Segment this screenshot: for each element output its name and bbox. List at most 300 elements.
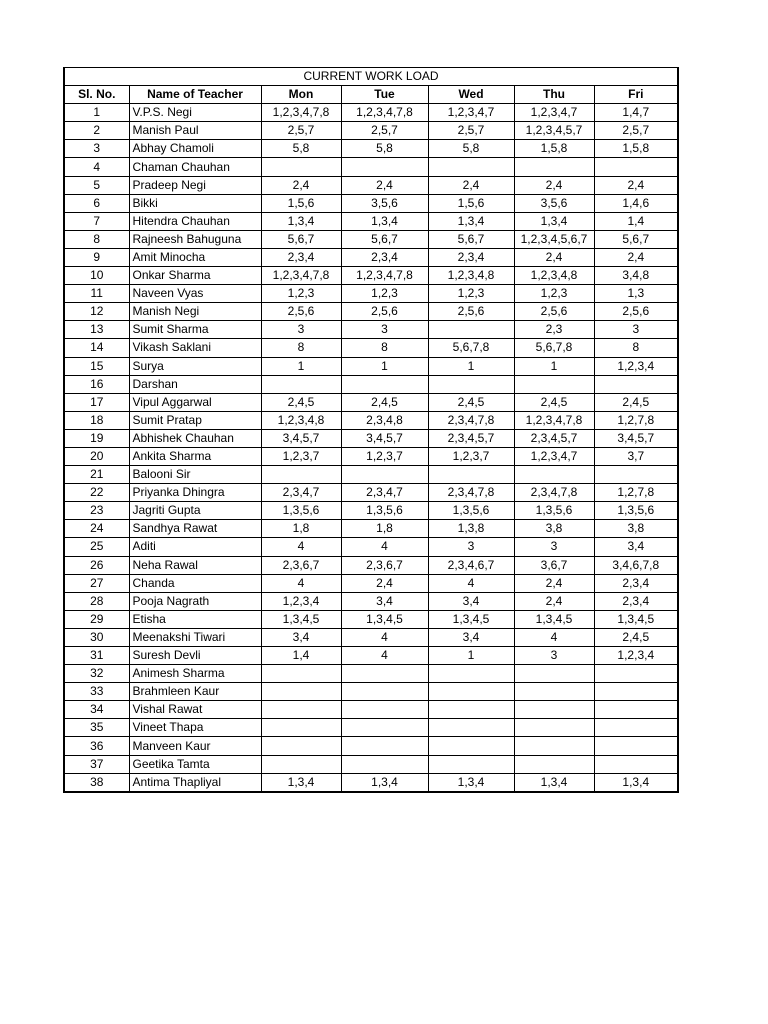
teacher-name-cell: Hitendra Chauhan bbox=[129, 212, 261, 230]
tue-cell bbox=[341, 158, 428, 176]
table-row bbox=[64, 158, 678, 176]
teacher-name-cell: Etisha bbox=[129, 610, 261, 628]
sl-no-cell: 23 bbox=[64, 502, 129, 520]
sl-no-cell: 28 bbox=[64, 592, 129, 610]
mon-cell: 3,4 bbox=[261, 628, 341, 646]
mon-cell: 1,5,6 bbox=[261, 194, 341, 212]
sl-no-cell: 7 bbox=[64, 212, 129, 230]
table-row bbox=[64, 267, 678, 285]
fri-cell: 2,3,4 bbox=[594, 592, 678, 610]
mon-cell bbox=[261, 375, 341, 393]
thu-cell: 2,3 bbox=[514, 321, 594, 339]
mon-cell: 1,3,4,5 bbox=[261, 610, 341, 628]
sl-no-cell: 12 bbox=[64, 303, 129, 321]
header-wed: Wed bbox=[428, 86, 514, 104]
sl-no-cell: 30 bbox=[64, 628, 129, 646]
fri-cell: 1,4,6 bbox=[594, 194, 678, 212]
fri-cell: 3,4,8 bbox=[594, 267, 678, 285]
wed-cell: 3,4 bbox=[428, 592, 514, 610]
wed-cell: 1,2,3 bbox=[428, 285, 514, 303]
fri-cell: 3,7 bbox=[594, 447, 678, 465]
thu-cell: 1 bbox=[514, 357, 594, 375]
tue-cell: 1,2,3,4,7,8 bbox=[341, 104, 428, 122]
mon-cell: 1,2,3,4,7,8 bbox=[261, 104, 341, 122]
sl-no-cell: 4 bbox=[64, 158, 129, 176]
thu-cell bbox=[514, 755, 594, 773]
header-tue: Tue bbox=[341, 86, 428, 104]
tue-cell: 2,4 bbox=[341, 574, 428, 592]
sl-no-cell: 29 bbox=[64, 610, 129, 628]
table-row bbox=[64, 719, 678, 737]
teacher-name-cell: Onkar Sharma bbox=[129, 267, 261, 285]
teacher-name-cell: Surya bbox=[129, 357, 261, 375]
wed-cell bbox=[428, 321, 514, 339]
fri-cell: 3,4 bbox=[594, 538, 678, 556]
wed-cell bbox=[428, 719, 514, 737]
table-row bbox=[64, 592, 678, 610]
table-row bbox=[64, 411, 678, 429]
thu-cell: 1,2,3,4,7,8 bbox=[514, 411, 594, 429]
fri-cell bbox=[594, 683, 678, 701]
thu-cell bbox=[514, 701, 594, 719]
fri-cell bbox=[594, 755, 678, 773]
fri-cell: 3,8 bbox=[594, 520, 678, 538]
table-row bbox=[64, 665, 678, 683]
mon-cell: 3,4,5,7 bbox=[261, 429, 341, 447]
wed-cell: 1,3,5,6 bbox=[428, 502, 514, 520]
teacher-name-cell: Sumit Pratap bbox=[129, 411, 261, 429]
teacher-name-cell: Chaman Chauhan bbox=[129, 158, 261, 176]
wed-cell: 1,3,4 bbox=[428, 212, 514, 230]
wed-cell: 5,8 bbox=[428, 140, 514, 158]
wed-cell: 2,3,4,7,8 bbox=[428, 411, 514, 429]
teacher-name-cell: Pradeep Negi bbox=[129, 176, 261, 194]
teacher-name-cell: Sandhya Rawat bbox=[129, 520, 261, 538]
header-row bbox=[64, 86, 678, 104]
table-row bbox=[64, 610, 678, 628]
sl-no-cell: 1 bbox=[64, 104, 129, 122]
fri-cell: 1,2,7,8 bbox=[594, 484, 678, 502]
thu-cell: 1,5,8 bbox=[514, 140, 594, 158]
teacher-name-cell: Antima Thapliyal bbox=[129, 773, 261, 792]
wed-cell bbox=[428, 665, 514, 683]
tue-cell: 1 bbox=[341, 357, 428, 375]
thu-cell: 3 bbox=[514, 647, 594, 665]
sl-no-cell: 36 bbox=[64, 737, 129, 755]
thu-cell: 1,3,4 bbox=[514, 212, 594, 230]
mon-cell: 1,2,3,7 bbox=[261, 447, 341, 465]
mon-cell: 1,3,5,6 bbox=[261, 502, 341, 520]
table-row bbox=[64, 357, 678, 375]
sl-no-cell: 8 bbox=[64, 230, 129, 248]
fri-cell bbox=[594, 466, 678, 484]
sl-no-cell: 35 bbox=[64, 719, 129, 737]
table-row bbox=[64, 104, 678, 122]
fri-cell: 1,2,3,4 bbox=[594, 357, 678, 375]
sl-no-cell: 27 bbox=[64, 574, 129, 592]
mon-cell: 2,3,4 bbox=[261, 248, 341, 266]
teacher-name-cell: Chanda bbox=[129, 574, 261, 592]
table-row bbox=[64, 339, 678, 357]
sl-no-cell: 24 bbox=[64, 520, 129, 538]
tue-cell: 5,6,7 bbox=[341, 230, 428, 248]
teacher-name-cell: Vishal Rawat bbox=[129, 701, 261, 719]
wed-cell bbox=[428, 683, 514, 701]
fri-cell bbox=[594, 665, 678, 683]
tue-cell: 1,8 bbox=[341, 520, 428, 538]
thu-cell: 1,2,3,4,5,6,7 bbox=[514, 230, 594, 248]
fri-cell bbox=[594, 701, 678, 719]
teacher-name-cell: Manish Negi bbox=[129, 303, 261, 321]
header-sl-no: Sl. No. bbox=[64, 86, 129, 104]
wed-cell: 2,3,4,5,7 bbox=[428, 429, 514, 447]
thu-cell: 3 bbox=[514, 538, 594, 556]
wed-cell: 1 bbox=[428, 357, 514, 375]
sl-no-cell: 34 bbox=[64, 701, 129, 719]
tue-cell: 1,3,4 bbox=[341, 773, 428, 792]
fri-cell: 3,4,6,7,8 bbox=[594, 556, 678, 574]
fri-cell: 2,3,4 bbox=[594, 574, 678, 592]
mon-cell: 1,4 bbox=[261, 647, 341, 665]
thu-cell: 2,5,6 bbox=[514, 303, 594, 321]
wed-cell: 4 bbox=[428, 574, 514, 592]
teacher-name-cell: Darshan bbox=[129, 375, 261, 393]
mon-cell bbox=[261, 158, 341, 176]
teacher-name-cell: Sumit Sharma bbox=[129, 321, 261, 339]
thu-cell: 3,6,7 bbox=[514, 556, 594, 574]
fri-cell: 1,2,7,8 bbox=[594, 411, 678, 429]
fri-cell: 1,4,7 bbox=[594, 104, 678, 122]
wed-cell: 1,3,8 bbox=[428, 520, 514, 538]
thu-cell bbox=[514, 466, 594, 484]
header-thu: Thu bbox=[514, 86, 594, 104]
sl-no-cell: 16 bbox=[64, 375, 129, 393]
thu-cell: 2,4 bbox=[514, 574, 594, 592]
tue-cell: 2,4 bbox=[341, 176, 428, 194]
teacher-name-cell: Vikash Saklani bbox=[129, 339, 261, 357]
mon-cell: 5,8 bbox=[261, 140, 341, 158]
wed-cell bbox=[428, 755, 514, 773]
sl-no-cell: 5 bbox=[64, 176, 129, 194]
sl-no-cell: 18 bbox=[64, 411, 129, 429]
sl-no-cell: 20 bbox=[64, 447, 129, 465]
sl-no-cell: 9 bbox=[64, 248, 129, 266]
teacher-name-cell: Manveen Kaur bbox=[129, 737, 261, 755]
teacher-name-cell: Pooja Nagrath bbox=[129, 592, 261, 610]
table-row bbox=[64, 375, 678, 393]
mon-cell: 2,3,4,7 bbox=[261, 484, 341, 502]
tue-cell bbox=[341, 665, 428, 683]
fri-cell: 2,4 bbox=[594, 176, 678, 194]
tue-cell bbox=[341, 683, 428, 701]
thu-cell: 3,8 bbox=[514, 520, 594, 538]
thu-cell: 1,3,4 bbox=[514, 773, 594, 792]
workload-table bbox=[63, 67, 679, 793]
mon-cell: 2,3,6,7 bbox=[261, 556, 341, 574]
thu-cell: 1,2,3,4,5,7 bbox=[514, 122, 594, 140]
table-row bbox=[64, 447, 678, 465]
wed-cell: 1,2,3,4,7 bbox=[428, 104, 514, 122]
mon-cell: 1,8 bbox=[261, 520, 341, 538]
fri-cell: 3,4,5,7 bbox=[594, 429, 678, 447]
teacher-name-cell: Amit Minocha bbox=[129, 248, 261, 266]
fri-cell bbox=[594, 719, 678, 737]
wed-cell: 2,5,7 bbox=[428, 122, 514, 140]
thu-cell bbox=[514, 683, 594, 701]
thu-cell: 2,4 bbox=[514, 176, 594, 194]
teacher-name-cell: Suresh Devli bbox=[129, 647, 261, 665]
mon-cell: 1 bbox=[261, 357, 341, 375]
teacher-name-cell: Bikki bbox=[129, 194, 261, 212]
teacher-name-cell: Aditi bbox=[129, 538, 261, 556]
thu-cell: 4 bbox=[514, 628, 594, 646]
tue-cell: 2,4,5 bbox=[341, 393, 428, 411]
mon-cell: 3 bbox=[261, 321, 341, 339]
mon-cell: 1,2,3 bbox=[261, 285, 341, 303]
wed-cell: 1,2,3,4,8 bbox=[428, 267, 514, 285]
wed-cell: 2,5,6 bbox=[428, 303, 514, 321]
thu-cell: 1,2,3,4,8 bbox=[514, 267, 594, 285]
wed-cell bbox=[428, 737, 514, 755]
thu-cell: 2,3,4,5,7 bbox=[514, 429, 594, 447]
wed-cell: 3,4 bbox=[428, 628, 514, 646]
wed-cell: 2,3,4,7,8 bbox=[428, 484, 514, 502]
sl-no-cell: 2 bbox=[64, 122, 129, 140]
fri-cell: 1,4 bbox=[594, 212, 678, 230]
teacher-name-cell: Manish Paul bbox=[129, 122, 261, 140]
thu-cell: 2,3,4,7,8 bbox=[514, 484, 594, 502]
sl-no-cell: 37 bbox=[64, 755, 129, 773]
mon-cell: 4 bbox=[261, 538, 341, 556]
fri-cell: 2,4 bbox=[594, 248, 678, 266]
tue-cell: 1,3,5,6 bbox=[341, 502, 428, 520]
tue-cell bbox=[341, 375, 428, 393]
tue-cell: 8 bbox=[341, 339, 428, 357]
thu-cell bbox=[514, 158, 594, 176]
table-row bbox=[64, 194, 678, 212]
teacher-name-cell: Vipul Aggarwal bbox=[129, 393, 261, 411]
fri-cell: 2,5,7 bbox=[594, 122, 678, 140]
thu-cell bbox=[514, 737, 594, 755]
fri-cell: 1,3,5,6 bbox=[594, 502, 678, 520]
tue-cell: 1,3,4,5 bbox=[341, 610, 428, 628]
sl-no-cell: 14 bbox=[64, 339, 129, 357]
sl-no-cell: 31 bbox=[64, 647, 129, 665]
table-row bbox=[64, 502, 678, 520]
table-row bbox=[64, 520, 678, 538]
mon-cell: 2,4 bbox=[261, 176, 341, 194]
fri-cell: 3 bbox=[594, 321, 678, 339]
tue-cell bbox=[341, 737, 428, 755]
mon-cell bbox=[261, 466, 341, 484]
title-row bbox=[64, 68, 678, 86]
tue-cell: 4 bbox=[341, 628, 428, 646]
tue-cell: 1,2,3,4,7,8 bbox=[341, 267, 428, 285]
mon-cell bbox=[261, 719, 341, 737]
thu-cell: 1,2,3 bbox=[514, 285, 594, 303]
sl-no-cell: 10 bbox=[64, 267, 129, 285]
table-row bbox=[64, 393, 678, 411]
mon-cell bbox=[261, 701, 341, 719]
tue-cell: 2,3,6,7 bbox=[341, 556, 428, 574]
tue-cell: 2,3,4 bbox=[341, 248, 428, 266]
teacher-name-cell: V.P.S. Negi bbox=[129, 104, 261, 122]
table-row bbox=[64, 737, 678, 755]
fri-cell: 1,5,8 bbox=[594, 140, 678, 158]
thu-cell: 2,4 bbox=[514, 248, 594, 266]
mon-cell: 1,2,3,4,8 bbox=[261, 411, 341, 429]
tue-cell: 1,3,4 bbox=[341, 212, 428, 230]
wed-cell: 5,6,7,8 bbox=[428, 339, 514, 357]
sl-no-cell: 17 bbox=[64, 393, 129, 411]
sl-no-cell: 25 bbox=[64, 538, 129, 556]
teacher-name-cell: Brahmleen Kaur bbox=[129, 683, 261, 701]
wed-cell: 1,3,4,5 bbox=[428, 610, 514, 628]
sl-no-cell: 38 bbox=[64, 773, 129, 792]
mon-cell bbox=[261, 665, 341, 683]
teacher-name-cell: Balooni Sir bbox=[129, 466, 261, 484]
thu-cell bbox=[514, 719, 594, 737]
tue-cell: 4 bbox=[341, 538, 428, 556]
teacher-name-cell: Neha Rawal bbox=[129, 556, 261, 574]
wed-cell: 1,5,6 bbox=[428, 194, 514, 212]
table-row bbox=[64, 647, 678, 665]
table-row bbox=[64, 773, 678, 792]
table-row bbox=[64, 230, 678, 248]
table-row bbox=[64, 122, 678, 140]
thu-cell: 1,3,5,6 bbox=[514, 502, 594, 520]
fri-cell: 1,2,3,4 bbox=[594, 647, 678, 665]
teacher-name-cell: Animesh Sharma bbox=[129, 665, 261, 683]
wed-cell bbox=[428, 701, 514, 719]
table-row bbox=[64, 176, 678, 194]
thu-cell: 2,4 bbox=[514, 592, 594, 610]
table-row bbox=[64, 429, 678, 447]
sl-no-cell: 33 bbox=[64, 683, 129, 701]
table-row bbox=[64, 303, 678, 321]
tue-cell: 2,3,4,7 bbox=[341, 484, 428, 502]
teacher-name-cell: Priyanka Dhingra bbox=[129, 484, 261, 502]
fri-cell: 1,3,4 bbox=[594, 773, 678, 792]
fri-cell bbox=[594, 737, 678, 755]
fri-cell: 1,3,4,5 bbox=[594, 610, 678, 628]
sl-no-cell: 11 bbox=[64, 285, 129, 303]
table-row bbox=[64, 683, 678, 701]
fri-cell: 5,6,7 bbox=[594, 230, 678, 248]
teacher-name-cell: Rajneesh Bahuguna bbox=[129, 230, 261, 248]
sl-no-cell: 15 bbox=[64, 357, 129, 375]
wed-cell bbox=[428, 466, 514, 484]
table-row bbox=[64, 755, 678, 773]
mon-cell bbox=[261, 737, 341, 755]
tue-cell: 3,4,5,7 bbox=[341, 429, 428, 447]
mon-cell: 1,3,4 bbox=[261, 773, 341, 792]
teacher-name-cell: Vineet Thapa bbox=[129, 719, 261, 737]
fri-cell: 2,4,5 bbox=[594, 628, 678, 646]
tue-cell: 2,5,7 bbox=[341, 122, 428, 140]
fri-cell: 2,5,6 bbox=[594, 303, 678, 321]
thu-cell: 1,2,3,4,7 bbox=[514, 104, 594, 122]
table-row bbox=[64, 556, 678, 574]
table-row bbox=[64, 628, 678, 646]
teacher-name-cell: Meenakshi Tiwari bbox=[129, 628, 261, 646]
sl-no-cell: 3 bbox=[64, 140, 129, 158]
thu-cell: 5,6,7,8 bbox=[514, 339, 594, 357]
tue-cell: 2,3,4,8 bbox=[341, 411, 428, 429]
table-row bbox=[64, 321, 678, 339]
fri-cell: 2,4,5 bbox=[594, 393, 678, 411]
sl-no-cell: 6 bbox=[64, 194, 129, 212]
fri-cell bbox=[594, 375, 678, 393]
mon-cell: 2,4,5 bbox=[261, 393, 341, 411]
teacher-name-cell: Abhishek Chauhan bbox=[129, 429, 261, 447]
wed-cell: 2,3,4,6,7 bbox=[428, 556, 514, 574]
tue-cell bbox=[341, 701, 428, 719]
thu-cell bbox=[514, 375, 594, 393]
thu-cell: 3,5,6 bbox=[514, 194, 594, 212]
mon-cell: 1,2,3,4,7,8 bbox=[261, 267, 341, 285]
tue-cell bbox=[341, 755, 428, 773]
teacher-name-cell: Jagriti Gupta bbox=[129, 502, 261, 520]
table-title: CURRENT WORK LOAD bbox=[64, 68, 678, 86]
mon-cell: 8 bbox=[261, 339, 341, 357]
wed-cell: 2,3,4 bbox=[428, 248, 514, 266]
wed-cell: 1 bbox=[428, 647, 514, 665]
header-mon: Mon bbox=[261, 86, 341, 104]
mon-cell: 5,6,7 bbox=[261, 230, 341, 248]
sl-no-cell: 22 bbox=[64, 484, 129, 502]
mon-cell: 4 bbox=[261, 574, 341, 592]
table-row bbox=[64, 484, 678, 502]
wed-cell bbox=[428, 375, 514, 393]
tue-cell: 3 bbox=[341, 321, 428, 339]
mon-cell bbox=[261, 683, 341, 701]
sl-no-cell: 32 bbox=[64, 665, 129, 683]
table-row bbox=[64, 212, 678, 230]
table-row bbox=[64, 701, 678, 719]
fri-cell: 8 bbox=[594, 339, 678, 357]
thu-cell: 2,4,5 bbox=[514, 393, 594, 411]
mon-cell: 2,5,6 bbox=[261, 303, 341, 321]
wed-cell: 3 bbox=[428, 538, 514, 556]
table-row bbox=[64, 248, 678, 266]
tue-cell bbox=[341, 466, 428, 484]
tue-cell: 1,2,3 bbox=[341, 285, 428, 303]
wed-cell: 2,4 bbox=[428, 176, 514, 194]
thu-cell: 1,3,4,5 bbox=[514, 610, 594, 628]
mon-cell: 1,3,4 bbox=[261, 212, 341, 230]
wed-cell bbox=[428, 158, 514, 176]
tue-cell: 5,8 bbox=[341, 140, 428, 158]
mon-cell bbox=[261, 755, 341, 773]
wed-cell: 5,6,7 bbox=[428, 230, 514, 248]
sl-no-cell: 13 bbox=[64, 321, 129, 339]
teacher-name-cell: Ankita Sharma bbox=[129, 447, 261, 465]
header-name: Name of Teacher bbox=[129, 86, 261, 104]
table-row bbox=[64, 140, 678, 158]
header-fri: Fri bbox=[594, 86, 678, 104]
table-row bbox=[64, 574, 678, 592]
sl-no-cell: 26 bbox=[64, 556, 129, 574]
fri-cell bbox=[594, 158, 678, 176]
thu-cell bbox=[514, 665, 594, 683]
tue-cell: 2,5,6 bbox=[341, 303, 428, 321]
mon-cell: 2,5,7 bbox=[261, 122, 341, 140]
tue-cell: 4 bbox=[341, 647, 428, 665]
teacher-name-cell: Abhay Chamoli bbox=[129, 140, 261, 158]
tue-cell: 1,2,3,7 bbox=[341, 447, 428, 465]
sl-no-cell: 21 bbox=[64, 466, 129, 484]
